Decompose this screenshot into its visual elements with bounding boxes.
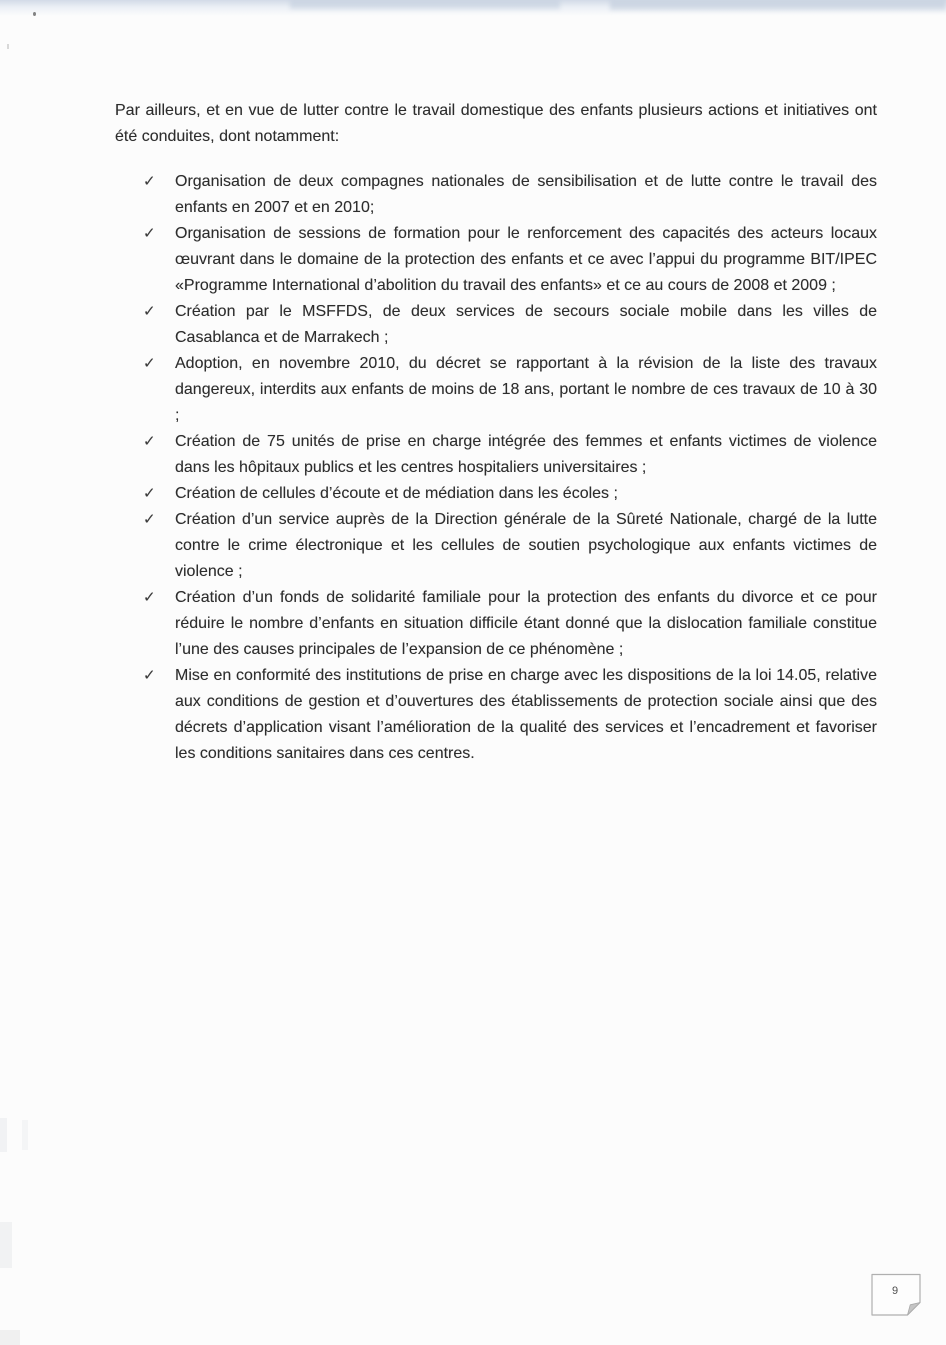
- list-item-text: Adoption, en novembre 2010, du décret se rapportant à la révision de la liste des travaux dangereux, interdits aux enfants de moins de 18 ans, portant le nombre de ces travaux de 10 à 30 ;: [175, 355, 877, 424]
- dog-ear-page-icon: [870, 1271, 922, 1318]
- checkmark-icon: ✓: [143, 667, 156, 684]
- list-item: [115, 481, 877, 507]
- list-item-text: Organisation de sessions de formation pour le renforcement des capacités des acteurs locaux œuvrant dans le domaine de la protection des enfants et ce avec l’appui du programme BIT/IPEC «Programme International d’abolition du travail des enfants» et ce au cours de 2008 et 2009 ;: [175, 225, 877, 294]
- list-item-text: Organisation de deux compagnes nationales de sensibilisation et de lutte contre le travail des enfants en 2007 et en 2010;: [175, 173, 877, 216]
- checkmark-icon: ✓: [143, 173, 156, 190]
- list-item: [115, 663, 877, 767]
- scan-edge-artifact: [610, 0, 946, 10]
- list-item: [115, 169, 877, 221]
- scan-edge-artifact: [290, 0, 560, 9]
- checkmark-icon: ✓: [143, 355, 156, 372]
- list-item: [115, 429, 877, 481]
- list-item-text: Création de 75 unités de prise en charge intégrée des femmes et enfants victimes de violence dans les hôpitaux publics et les centres hospitaliers universitaires ;: [175, 433, 877, 476]
- list-item: [115, 351, 877, 429]
- list-item-text: Création d’un fonds de solidarité familiale pour la protection des enfants du divorce et ce pour réduire le nombre d’enfants en situation difficile étant donné que la dislocation familiale constitue l’une des causes principales de l’expansion de ce phénomène ;: [175, 589, 877, 658]
- checkmark-icon: ✓: [143, 511, 156, 528]
- list-item: [115, 585, 877, 663]
- scan-artifact-mark: [0, 1330, 20, 1345]
- scan-artifact-dot: [33, 12, 36, 16]
- checkmark-icon: ✓: [143, 589, 156, 606]
- checkmark-icon: ✓: [143, 485, 156, 502]
- checklist: [115, 169, 877, 767]
- checkmark-icon: ✓: [143, 303, 156, 320]
- scan-artifact-mark: [0, 1222, 12, 1268]
- checkmark-icon: ✓: [143, 225, 156, 242]
- document-content: [115, 98, 877, 767]
- checkmark-icon: ✓: [143, 433, 156, 450]
- page-number: 9: [891, 1285, 899, 1297]
- list-item: [115, 299, 877, 351]
- scan-artifact-mark: [0, 1118, 7, 1152]
- list-item: [115, 221, 877, 299]
- list-item-text: Création par le MSFFDS, de deux services de secours sociale mobile dans les villes de Casablanca et de Marrakech ;: [175, 303, 877, 346]
- page-number-badge: [870, 1271, 922, 1318]
- scan-artifact-dot: [7, 44, 9, 49]
- intro-paragraph: Par ailleurs, et en vue de lutter contre le travail domestique des enfants plusieurs actions et initiatives ont été conduites, dont notamment:: [115, 102, 877, 145]
- list-item: [115, 507, 877, 585]
- list-item-text: Création de cellules d’écoute et de médiation dans les écoles ;: [175, 485, 618, 502]
- list-item-text: Mise en conformité des institutions de prise en charge avec les dispositions de la loi 14.05, relative aux conditions de gestion et d’ouvertures des établissements de protection sociale ainsi que des décrets d’application visant l’amélioration de la qualité des services et l’encadrement et favoriser les conditions sanitaires dans ces centres.: [175, 667, 877, 762]
- list-item-text: Création d’un service auprès de la Direction générale de la Sûreté Nationale, chargé de la lutte contre le crime électronique et les cellules de soutien psychologique aux enfants victimes de violence ;: [175, 511, 877, 580]
- scan-artifact-mark: [22, 1120, 28, 1150]
